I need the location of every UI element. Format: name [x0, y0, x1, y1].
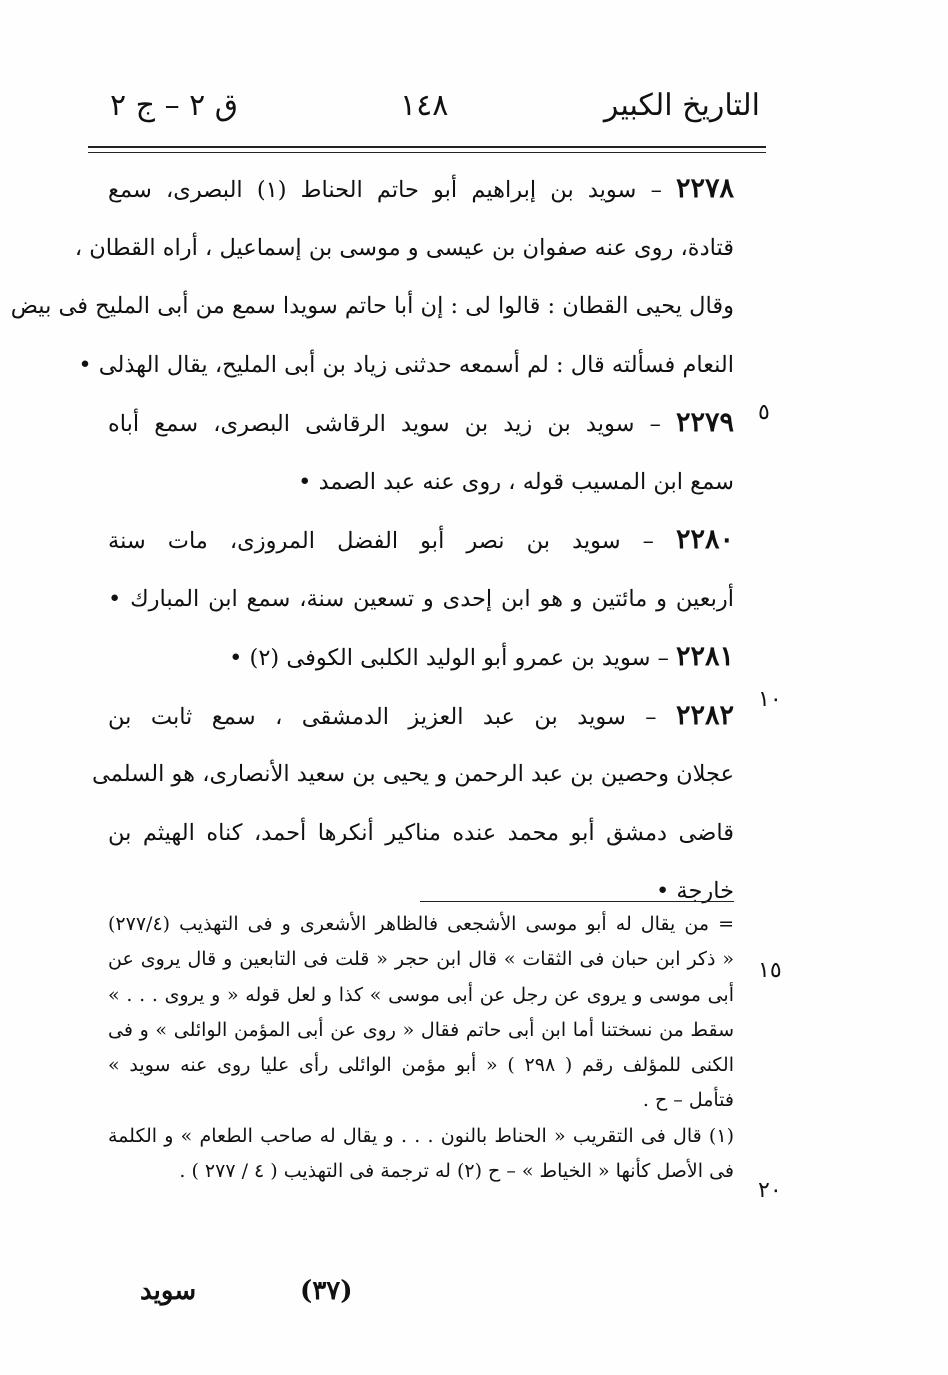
book-title: التاريخ الكبير	[603, 88, 760, 123]
footnote-line: (١) قال فى التقريب « الحناط بالنون . . . و يقال له صاحب الطعام » و الكلمة	[108, 1124, 734, 1147]
text-line: عجلان وحصين بن عبد الرحمن و يحيى بن سعيد الأنصارى، هو السلمى	[92, 761, 734, 787]
entry-number: ٢٢٧٨	[675, 173, 734, 204]
footnote-line: سقط من نسختنا أما ابن أبى حاتم فقال « روى عن أبى المؤمن الوائلى » و فى	[108, 1018, 734, 1041]
text-line: ٢٢٨٠ – سويد بن نصر أبو الفضل المروزى، مات سنة	[108, 524, 734, 555]
text-line: سمع ابن المسيب قوله ، روى عنه عبد الصمد •	[298, 468, 734, 495]
entry-number: ٢٢٨٢	[675, 699, 734, 731]
line-number-15: ١٥	[758, 958, 782, 983]
text-line: قتادة، روى عنه صفوان بن عيسى و موسى بن إسماعيل ، أراه القطان ،	[74, 234, 734, 261]
text-line: أربعين و مائتين و هو ابن إحدى و تسعين سنة، سمع ابن المبارك •	[108, 585, 734, 612]
catchword: سويد	[140, 1276, 197, 1306]
text-line: قاضى دمشق أبو محمد عنده مناكير أنكرها أحمد، كناه الهيثم بن	[108, 819, 734, 846]
line-number-5: ٥	[758, 400, 770, 425]
text-line: ٢٢٧٩ – سويد بن زيد بن سويد الرقاشى البصرى، سمع أباه	[108, 407, 734, 438]
footnote-line: أبى موسى و يروى عن رجل عن أبى موسى » كذا و لعل قوله « و يروى . . . »	[108, 983, 734, 1006]
entry-number: ٢٢٨٠	[675, 524, 734, 555]
text-line: خارجة •	[655, 878, 734, 904]
entry-number: ٢٢٨١	[675, 641, 734, 672]
text-line: وقال يحيى القطان : قالوا لى : إن أبا حاتم سويدا سمع من أبى المليح فى بيض	[10, 293, 734, 319]
footnote-line: = من يقال له أبو موسى الأشجعى فالظاهر الأشعرى و فى التهذيب (٢٧٧/٤)	[108, 913, 734, 935]
page-number: ١٤٨	[400, 88, 449, 123]
line-number-20: ٢٠	[758, 1178, 782, 1203]
text-line: ٢٢٨٢ – سويد بن عبد العزيز الدمشقى ، سمع ثابت بن	[108, 699, 734, 731]
main-text	[10, 160, 734, 921]
footnote-rule	[420, 901, 734, 902]
footnotes	[108, 907, 734, 1189]
header-rule-thin	[88, 152, 766, 153]
running-header	[100, 88, 760, 132]
line-number-10: ١٠	[758, 687, 782, 712]
text-line: النعام فسألته قال : لم أسمعه حدثنى زياد بن أبى المليح، يقال الهذلى •	[78, 351, 734, 378]
signature-mark: (٣٧)	[300, 1276, 353, 1306]
footnote-line: فتأمل – ح .	[642, 1089, 734, 1112]
volume-reference: ق ٢ – ج ٢	[110, 88, 239, 123]
header-rule	[88, 146, 766, 148]
footnote-line: « ذكر ابن حبان فى الثقات » قال ابن حجر « قلت فى التابعين و قال يروى عن	[108, 948, 734, 971]
text-line: ٢٢٨١ – سويد بن عمرو أبو الوليد الكلبى الكوفى (٢) •	[229, 641, 734, 672]
text-line: ٢٢٧٨ – سويد بن إبراهيم أبو حاتم الحناط (١) البصرى، سمع	[108, 173, 734, 204]
footnote-line: فى الأصل كأنها « الخياط » – ح (٢) له ترجمة فى التهذيب ( ٤ / ٢٧٧ ) .	[179, 1160, 734, 1183]
entry-number: ٢٢٧٩	[675, 407, 734, 438]
footnote-line: الكنى للمؤلف رقم ( ٢٩٨ ) « أبو مؤمن الوائلى رأى عليا روى عنه سويد »	[108, 1054, 734, 1077]
